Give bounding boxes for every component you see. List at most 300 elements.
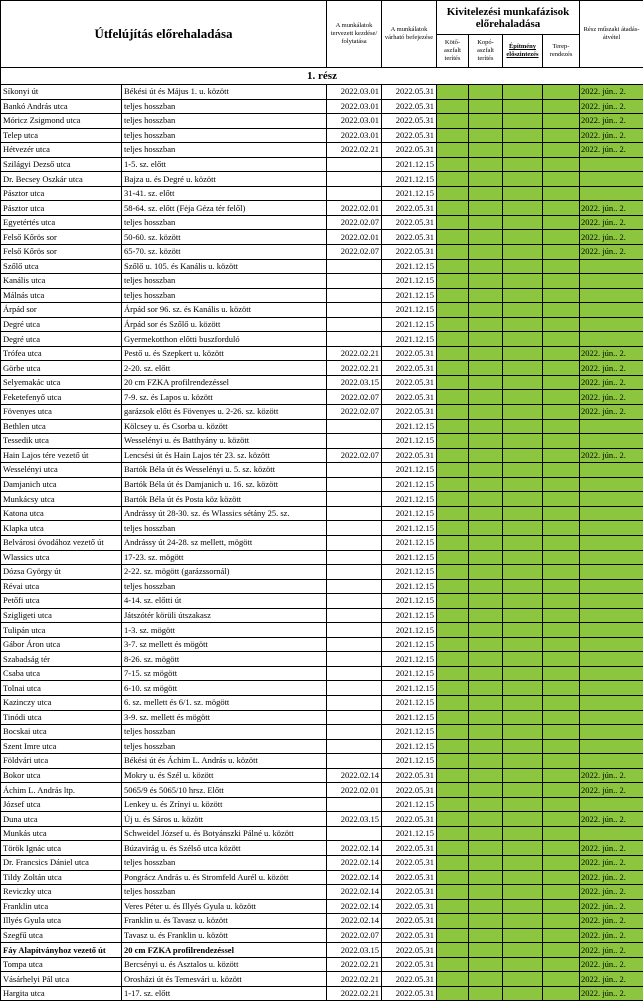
table-row — [1, 899, 643, 914]
phase-4-cell — [543, 637, 580, 652]
section-desc-cell: 6-10. sz mögött — [122, 681, 327, 696]
phase-1-cell — [437, 885, 469, 900]
street-cell: Munkácsy utca — [1, 492, 122, 507]
phase-4-cell — [543, 535, 580, 550]
end-date-cell: 2022.05.31 — [382, 870, 437, 885]
start-date-cell: 2022.03.15 — [327, 943, 382, 958]
section-desc-cell: 65-70. sz. között — [122, 245, 327, 260]
street-cell: Hain Lajos tére vezető út — [1, 448, 122, 463]
phase-4-cell — [543, 215, 580, 230]
start-date-cell — [327, 594, 382, 609]
phase-4-cell — [543, 623, 580, 638]
section-desc-cell: teljes hosszban — [122, 521, 327, 536]
phase-1-cell — [437, 201, 469, 216]
phase-1-cell — [437, 186, 469, 201]
phase-3-cell — [503, 870, 543, 885]
table-row — [1, 477, 643, 492]
street-cell: Fáy Alapítványhoz vezető út — [1, 943, 122, 958]
handover-cell — [580, 419, 643, 434]
section-desc-cell: Kölcsey u. és Csorba u. között — [122, 419, 327, 434]
handover-cell: 2022. jún.. 2. — [580, 914, 643, 929]
phase-2-cell — [469, 186, 503, 201]
start-date-cell — [327, 172, 382, 187]
start-date-cell — [327, 303, 382, 318]
phase-2-cell — [469, 375, 503, 390]
handover-cell — [580, 594, 643, 609]
phase-3-cell — [503, 317, 543, 332]
phase-2-cell — [469, 390, 503, 405]
section-desc-cell: Árpád sor 96. sz. és Kanális u. között — [122, 303, 327, 318]
phase-3-cell — [503, 375, 543, 390]
table-row — [1, 492, 643, 507]
section-desc-cell: Bajza u. és Degré u. között — [122, 172, 327, 187]
start-date-cell: 2022.03.01 — [327, 128, 382, 143]
section-desc-cell: Bartók Béla út és Wesselényi u. 5. sz. között — [122, 463, 327, 478]
section-desc-cell: Veres Péter u. és Illyés Gyula u. között — [122, 899, 327, 914]
phase-2-cell — [469, 768, 503, 783]
handover-cell — [580, 652, 643, 667]
section-desc-cell: 6. sz. mellett és 6/1. sz. mögött — [122, 695, 327, 710]
end-date-cell: 2022.05.31 — [382, 972, 437, 987]
section-desc-cell: 3-9. sz. mellett és mögött — [122, 710, 327, 725]
phase-2-cell — [469, 594, 503, 609]
section-desc-cell: teljes hosszban — [122, 114, 327, 129]
phase-1-cell — [437, 666, 469, 681]
end-date-cell: 2021.12.15 — [382, 434, 437, 449]
street-cell: Feketefenyő utca — [1, 390, 122, 405]
phase-4-cell — [543, 943, 580, 958]
table-row — [1, 288, 643, 303]
table-title: Útfelújítás előrehaladása — [1, 1, 327, 68]
phase-3-cell — [503, 172, 543, 187]
phase-3-cell — [503, 943, 543, 958]
end-date-cell: 2022.05.31 — [382, 855, 437, 870]
start-date-cell — [327, 710, 382, 725]
end-date-cell: 2021.12.15 — [382, 274, 437, 289]
header-phase-2: Kopó-aszfalt terítés — [469, 35, 503, 68]
table-row — [1, 172, 643, 187]
phase-1-cell — [437, 317, 469, 332]
phase-4-cell — [543, 157, 580, 172]
table-row — [1, 361, 643, 376]
section-desc-cell: teljes hosszban — [122, 885, 327, 900]
section-desc-cell: Franklin u. és Tavasz u. között — [122, 914, 327, 929]
phase-3-cell — [503, 419, 543, 434]
handover-cell: 2022. jún.. 2. — [580, 899, 643, 914]
phase-3-cell — [503, 637, 543, 652]
phase-4-cell — [543, 492, 580, 507]
table-row — [1, 637, 643, 652]
phase-1-cell — [437, 681, 469, 696]
phase-2-cell — [469, 99, 503, 114]
section-desc-cell: Pestő u. és Szepkert u. között — [122, 346, 327, 361]
phase-2-cell — [469, 492, 503, 507]
phase-3-cell — [503, 652, 543, 667]
table-row — [1, 245, 643, 260]
phase-4-cell — [543, 739, 580, 754]
start-date-cell — [327, 608, 382, 623]
phase-4-cell — [543, 695, 580, 710]
handover-cell: 2022. jún.. 2. — [580, 885, 643, 900]
street-cell: Klapka utca — [1, 521, 122, 536]
street-cell: Bethlen utca — [1, 419, 122, 434]
phase-3-cell — [503, 885, 543, 900]
section-desc-cell: teljes hosszban — [122, 143, 327, 158]
phase-1-cell — [437, 463, 469, 478]
phase-2-cell — [469, 914, 503, 929]
phase-3-cell — [503, 666, 543, 681]
phase-4-cell — [543, 885, 580, 900]
section-desc-cell: 8-26. sz. mögött — [122, 652, 327, 667]
street-cell: Petőfi utca — [1, 594, 122, 609]
handover-cell — [580, 579, 643, 594]
start-date-cell — [327, 652, 382, 667]
start-date-cell — [327, 565, 382, 580]
start-date-cell — [327, 477, 382, 492]
handover-cell — [580, 608, 643, 623]
end-date-cell: 2021.12.15 — [382, 303, 437, 318]
phase-3-cell — [503, 143, 543, 158]
start-date-cell — [327, 259, 382, 274]
section-desc-cell: Wesselényi u. és Batthyány u. között — [122, 434, 327, 449]
table-row — [1, 390, 643, 405]
table-row — [1, 594, 643, 609]
end-date-cell: 2021.12.15 — [382, 492, 437, 507]
phase-1-cell — [437, 812, 469, 827]
end-date-cell: 2021.12.15 — [382, 521, 437, 536]
table-row — [1, 739, 643, 754]
section-desc-cell: 20 cm FZKA profilrendezéssel — [122, 375, 327, 390]
table-row — [1, 725, 643, 740]
phase-2-cell — [469, 608, 503, 623]
section-desc-cell: 1-17. sz. előtt — [122, 986, 327, 1001]
phase-2-cell — [469, 259, 503, 274]
phase-1-cell — [437, 361, 469, 376]
end-date-cell: 2022.05.31 — [382, 245, 437, 260]
table-row — [1, 506, 643, 521]
street-cell: Árpád sor — [1, 303, 122, 318]
section-desc-cell: 1-3. sz. mögött — [122, 623, 327, 638]
end-date-cell: 2021.12.15 — [382, 754, 437, 769]
street-cell: Síkonyi út — [1, 85, 122, 100]
street-cell: József utca — [1, 797, 122, 812]
phase-2-cell — [469, 550, 503, 565]
street-cell: Felső Kőrös sor — [1, 245, 122, 260]
section-desc-cell: teljes hosszban — [122, 739, 327, 754]
phase-3-cell — [503, 390, 543, 405]
table-row — [1, 332, 643, 347]
handover-cell — [580, 274, 643, 289]
phase-1-cell — [437, 172, 469, 187]
end-date-cell: 2022.05.31 — [382, 143, 437, 158]
phase-2-cell — [469, 870, 503, 885]
handover-cell — [580, 506, 643, 521]
phase-2-cell — [469, 972, 503, 987]
phase-3-cell — [503, 914, 543, 929]
table-row — [1, 885, 643, 900]
handover-cell: 2022. jún.. 2. — [580, 870, 643, 885]
start-date-cell: 2022.02.14 — [327, 899, 382, 914]
handover-cell: 2022. jún.. 2. — [580, 85, 643, 100]
phase-3-cell — [503, 85, 543, 100]
phase-2-cell — [469, 128, 503, 143]
phase-2-cell — [469, 405, 503, 420]
end-date-cell: 2022.05.31 — [382, 361, 437, 376]
section-desc-cell: Új u. és Sáros u. között — [122, 812, 327, 827]
phase-3-cell — [503, 957, 543, 972]
phase-3-cell — [503, 230, 543, 245]
handover-cell: 2022. jún.. 2. — [580, 361, 643, 376]
end-date-cell: 2021.12.15 — [382, 666, 437, 681]
table-row — [1, 972, 643, 987]
phase-1-cell — [437, 550, 469, 565]
end-date-cell: 2021.12.15 — [382, 463, 437, 478]
street-cell: Egyetértés utca — [1, 215, 122, 230]
end-date-cell: 2021.12.15 — [382, 565, 437, 580]
section-desc-cell: Pongrácz András u. és Stromfeld Aurél u. között — [122, 870, 327, 885]
section-desc-cell: 3-7. sz mellett és mögött — [122, 637, 327, 652]
start-date-cell: 2022.02.21 — [327, 346, 382, 361]
street-cell: Wesselényi utca — [1, 463, 122, 478]
phase-4-cell — [543, 594, 580, 609]
phase-2-cell — [469, 143, 503, 158]
table-row — [1, 99, 643, 114]
phase-1-cell — [437, 375, 469, 390]
start-date-cell — [327, 288, 382, 303]
table-row — [1, 783, 643, 798]
phase-2-cell — [469, 361, 503, 376]
street-cell: Tildy Zoltán utca — [1, 870, 122, 885]
handover-cell — [580, 797, 643, 812]
street-cell: Tompa utca — [1, 957, 122, 972]
handover-cell: 2022. jún.. 2. — [580, 986, 643, 1001]
handover-cell: 2022. jún.. 2. — [580, 201, 643, 216]
handover-cell — [580, 259, 643, 274]
start-date-cell — [327, 550, 382, 565]
handover-cell — [580, 477, 643, 492]
street-cell: Szőlő utca — [1, 259, 122, 274]
header-phase-3: Építmény előszintezés — [503, 35, 543, 68]
phase-3-cell — [503, 303, 543, 318]
start-date-cell — [327, 666, 382, 681]
start-date-cell — [327, 332, 382, 347]
start-date-cell — [327, 506, 382, 521]
handover-cell — [580, 681, 643, 696]
phase-2-cell — [469, 215, 503, 230]
phase-2-cell — [469, 681, 503, 696]
table-row — [1, 579, 643, 594]
handover-cell — [580, 754, 643, 769]
phase-1-cell — [437, 565, 469, 580]
table-row — [1, 826, 643, 841]
table-row — [1, 143, 643, 158]
phase-3-cell — [503, 274, 543, 289]
street-cell: Földvári utca — [1, 754, 122, 769]
table-row — [1, 405, 643, 420]
phase-1-cell — [437, 390, 469, 405]
phase-2-cell — [469, 506, 503, 521]
start-date-cell — [327, 623, 382, 638]
street-cell: Gábor Áron utca — [1, 637, 122, 652]
phase-4-cell — [543, 870, 580, 885]
phase-3-cell — [503, 783, 543, 798]
street-cell: Wlassics utca — [1, 550, 122, 565]
start-date-cell: 2022.02.21 — [327, 143, 382, 158]
phase-1-cell — [437, 754, 469, 769]
start-date-cell — [327, 535, 382, 550]
phase-2-cell — [469, 928, 503, 943]
phase-1-cell — [437, 928, 469, 943]
end-date-cell: 2021.12.15 — [382, 681, 437, 696]
phase-4-cell — [543, 99, 580, 114]
header-phase-4: Terep-rendezés — [543, 35, 580, 68]
start-date-cell — [327, 274, 382, 289]
phase-3-cell — [503, 201, 543, 216]
phase-4-cell — [543, 245, 580, 260]
handover-cell — [580, 550, 643, 565]
handover-cell: 2022. jún.. 2. — [580, 928, 643, 943]
phase-1-cell — [437, 797, 469, 812]
start-date-cell: 2022.02.14 — [327, 841, 382, 856]
table-row — [1, 652, 643, 667]
header-end-date: A munkálatok várható befejezése — [382, 1, 437, 68]
phase-2-cell — [469, 434, 503, 449]
start-date-cell: 2022.02.07 — [327, 928, 382, 943]
phase-4-cell — [543, 506, 580, 521]
end-date-cell: 2021.12.15 — [382, 579, 437, 594]
phase-4-cell — [543, 972, 580, 987]
start-date-cell: 2022.03.15 — [327, 812, 382, 827]
table-row — [1, 914, 643, 929]
phase-4-cell — [543, 899, 580, 914]
phase-2-cell — [469, 943, 503, 958]
phase-4-cell — [543, 725, 580, 740]
phase-1-cell — [437, 521, 469, 536]
phase-1-cell — [437, 841, 469, 856]
phase-1-cell — [437, 725, 469, 740]
handover-cell: 2022. jún.. 2. — [580, 99, 643, 114]
phase-3-cell — [503, 506, 543, 521]
section-desc-cell: Schweidel József u. és Botyánszki Pálné u. között — [122, 826, 327, 841]
table-row — [1, 550, 643, 565]
street-cell: Illyés Gyula utca — [1, 914, 122, 929]
end-date-cell: 2022.05.31 — [382, 783, 437, 798]
street-cell: Duna utca — [1, 812, 122, 827]
handover-cell — [580, 535, 643, 550]
end-date-cell: 2022.05.31 — [382, 986, 437, 1001]
handover-cell — [580, 434, 643, 449]
table-row — [1, 521, 643, 536]
street-cell: Bokor utca — [1, 768, 122, 783]
handover-cell — [580, 332, 643, 347]
handover-cell: 2022. jún.. 2. — [580, 972, 643, 987]
start-date-cell — [327, 681, 382, 696]
phase-2-cell — [469, 274, 503, 289]
table-row — [1, 841, 643, 856]
phase-3-cell — [503, 405, 543, 420]
phase-4-cell — [543, 754, 580, 769]
phase-4-cell — [543, 710, 580, 725]
start-date-cell: 2022.02.07 — [327, 405, 382, 420]
phase-3-cell — [503, 215, 543, 230]
end-date-cell: 2022.05.31 — [382, 928, 437, 943]
phase-3-cell — [503, 245, 543, 260]
phase-2-cell — [469, 157, 503, 172]
phase-3-cell — [503, 826, 543, 841]
table-row — [1, 797, 643, 812]
start-date-cell: 2022.02.01 — [327, 201, 382, 216]
phase-3-cell — [503, 550, 543, 565]
phase-1-cell — [437, 914, 469, 929]
phase-2-cell — [469, 463, 503, 478]
phase-1-cell — [437, 594, 469, 609]
table-row — [1, 448, 643, 463]
end-date-cell: 2022.05.31 — [382, 346, 437, 361]
table-row — [1, 812, 643, 827]
phase-2-cell — [469, 448, 503, 463]
handover-cell: 2022. jún.. 2. — [580, 375, 643, 390]
end-date-cell: 2021.12.15 — [382, 419, 437, 434]
phase-4-cell — [543, 303, 580, 318]
section-desc-cell: teljes hosszban — [122, 725, 327, 740]
end-date-cell: 2022.05.31 — [382, 390, 437, 405]
start-date-cell: 2022.02.01 — [327, 230, 382, 245]
header-phases-group: Kivitelezési munkafázisok előrehaladása — [437, 1, 580, 35]
handover-cell: 2022. jún.. 2. — [580, 390, 643, 405]
street-cell: Szabadság tér — [1, 652, 122, 667]
phase-3-cell — [503, 754, 543, 769]
street-cell: Dr. Francsics Dániel utca — [1, 855, 122, 870]
phase-1-cell — [437, 695, 469, 710]
handover-cell: 2022. jún.. 2. — [580, 943, 643, 958]
street-cell: Kazinczy utca — [1, 695, 122, 710]
table-row — [1, 85, 643, 100]
handover-cell: 2022. jún.. 2. — [580, 405, 643, 420]
street-cell: Révai utca — [1, 579, 122, 594]
phase-3-cell — [503, 594, 543, 609]
street-cell: Szent Imre utca — [1, 739, 122, 754]
start-date-cell: 2022.02.14 — [327, 870, 382, 885]
street-cell: Vásárhelyi Pál utca — [1, 972, 122, 987]
phase-3-cell — [503, 332, 543, 347]
handover-cell — [580, 288, 643, 303]
street-cell: Munkás utca — [1, 826, 122, 841]
start-date-cell: 2022.02.21 — [327, 972, 382, 987]
header-start-date: A munkálatok tervezett kezdése/ folytatása — [327, 1, 382, 68]
end-date-cell: 2021.12.15 — [382, 637, 437, 652]
table-row — [1, 608, 643, 623]
phase-4-cell — [543, 579, 580, 594]
phase-1-cell — [437, 972, 469, 987]
phase-3-cell — [503, 521, 543, 536]
handover-cell: 2022. jún.. 2. — [580, 143, 643, 158]
phase-1-cell — [437, 99, 469, 114]
street-cell: Görbe utca — [1, 361, 122, 376]
phase-4-cell — [543, 681, 580, 696]
phase-1-cell — [437, 346, 469, 361]
phase-1-cell — [437, 623, 469, 638]
table-row — [1, 928, 643, 943]
phase-3-cell — [503, 99, 543, 114]
table-row — [1, 681, 643, 696]
end-date-cell: 2021.12.15 — [382, 797, 437, 812]
phase-4-cell — [543, 608, 580, 623]
phase-2-cell — [469, 841, 503, 856]
phase-1-cell — [437, 855, 469, 870]
end-date-cell: 2021.12.15 — [382, 550, 437, 565]
phase-4-cell — [543, 841, 580, 856]
street-cell: Tulipán utca — [1, 623, 122, 638]
